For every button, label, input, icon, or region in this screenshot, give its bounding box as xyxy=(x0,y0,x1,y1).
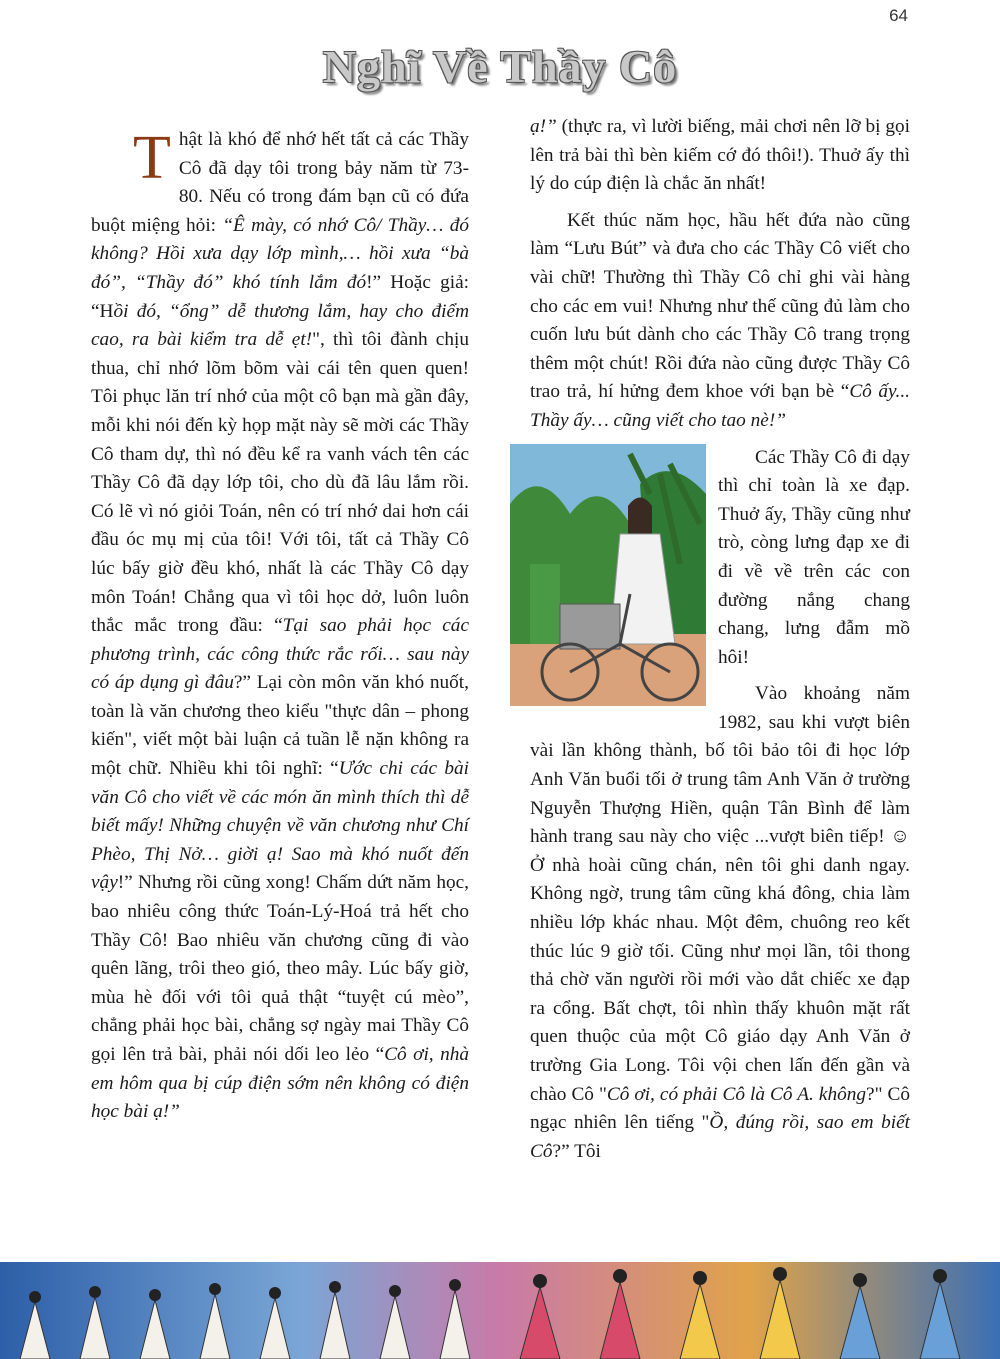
text-run: Kết thúc năm học, hầu hết đứa nào cũng làm “Lưu Bút” và đưa cho các Thầy Cô viết cho vài chữ! Thường thì Thầy Cô chỉ ghi vài hàng cho các em vui! Nhưng như thế cũng đủ làm cho cuốn lưu bút dành cho các Thầy Cô trang trọng thêm một chút! Rồi đứa nào cũng được Thầy Cô trao trả, hí hửng đem khoe với bạn bè “ xyxy=(530,209,910,403)
text-run: (thực ra, vì lười biếng, mải chơi nên lỡ bị gọi lên trả bài thì bèn kiếm cớ đó thôi!). Thuở ấy thì lý do cúp điện là chắc ăn nhất! xyxy=(530,116,910,195)
text-run: ", thì tôi đành chịu thua, chỉ nhớ lõm bõm vài cái tên quen quen! Tôi phục lăn trí nhớ của một cô bạn mà gần đây, mỗi khi nói đến kỳ họp mặt này sẽ mời các Thầy Cô tham dự, thì nó đều kể ra vanh vách tên các Thầy Cô đã dạy lớp tôi, cho dù đã lâu lắm rồi. Có lẽ vì nó giỏi Toán, nên có trí nhớ dai hơn cái đầu óc mụ mị của tôi! Với tôi, tất cả Thầy Cô lúc bấy giờ đều khó, nhất là các Thầy Cô dạy môn Toán! Chẳng qua vì tôi học dở, luôn luôn thắc mắc trong đầu: “ xyxy=(91,329,470,637)
text-run: ?” Lại còn môn văn khó nuốt, toàn là văn chương theo kiểu "thực dân – phong kiến", viết một bài luận cả tuần lễ nặn không ra một chữ. Nhiều khi tôi nghĩ: “ xyxy=(91,672,469,780)
paragraph-3: Các Thầy Cô đi dạy thì chỉ toàn là xe đạp. Thuở ấy, Thầy cũng như trò, còng lưng đạp xe đi đi về về trên các con đường nắng chang chang, lưng đẫm mồ hôi! xyxy=(718,446,910,668)
quote-italic: Tại sao phải học các phương trình, các công thức rắc rối… sau này có áp dụng gì đâu xyxy=(91,615,469,694)
paragraph-4 xyxy=(530,680,910,1166)
quote-italic: Ồ, đúng rồi, sao em biết Cô xyxy=(530,1112,910,1162)
text-run: ?" Cô ngạc nhiên lên tiếng " xyxy=(530,1083,910,1134)
quote-italic: “Ê mày, có nhớ Cô/ Thầy… đó không? Hồi xưa dạy lớp mình,… hồi xưa “bà đó”, “Thầy đó” khó tính lắm đó xyxy=(91,214,469,293)
quote-italic: Ước chi các bài văn Cô cho viết về các món ăn mình thích thì dễ biết mấy! Những chuyện về văn chương như Chí Phèo, Thị Nở… giời ạ! Sao mà khó nuốt đến vậy xyxy=(91,758,469,894)
paragraph-1 xyxy=(91,126,469,1127)
article-column-right xyxy=(530,113,910,1166)
footer-banner xyxy=(0,1262,1000,1359)
text-run: !” Hoặc giả: “H xyxy=(91,271,469,322)
quote-italic: Cô ấy... Thầy ấy… cũng viết cho tao nè!” xyxy=(530,381,911,431)
text-run: !” Nhưng rồi cũng xong! Chấm dứt năm học, bao nhiêu công thức Toán-Lý-Hoá trả hết cho Thầy Cô! Bao nhiêu văn chương cũng đi vào quên lãng, trôi theo gió, theo mây. Lúc bấy giờ, mùa hè đối với tôi quả thật “tuyệt cú mèo”, chẳng phải học bài, chẳng sợ ngày mai Thầy Cô gọi lên trả bài, phải nói dối leo lẻo “ xyxy=(91,872,469,1065)
page-title: Nghĩ Về Thầy Cô xyxy=(322,41,678,92)
text-run: ?” Tôi xyxy=(552,1140,601,1162)
drop-cap: T xyxy=(133,124,171,192)
quote-italic: Cô ơi, nhà em hôm qua bị cúp điện sớm nên không có điện học bài ạ!” xyxy=(91,1044,469,1123)
bicycle-illustration xyxy=(510,444,706,706)
article-column-left xyxy=(91,126,469,1127)
paragraph-1-continued: ạ!” (thực ra, vì lười biếng, mải chơi nên lỡ bị gọi lên trả bài thì bèn kiếm cớ đó thôi!). Thuở ấy thì lý do cúp điện là chắc ăn nhất! xyxy=(530,116,910,195)
text-run: Vào khoảng năm 1982, sau khi vượt biên vài lần không thành, bố tôi bảo tôi đi học lớp Anh Văn buổi tối ở trung tâm Anh Văn ở trường Nguyễn Thượng Hiền, quận Tân Bình để làm hành trang sau này cho việc ...vượt biên tiếp! ☺ Ở nhà hoài cũng chán, nên tôi ghi danh ngay. Không ngờ, trung tâm cũng khá đông, chia làm nhiều lớp khác nhau. Một đêm, chuông reo kết thúc lúc 9 giờ tối. Cũng như mọi lần, tôi thong thả chờ văn người rồi mới vào dắt chiếc xe đạp ra cổng. Bất chợt, tôi nhìn thấy khuôn mặt rất quen thuộc của một Cô giáo dạy Anh Văn ở trường Gia Long. Tôi vội chen lấn đến gần và chào Cô " xyxy=(530,683,910,1105)
page-number: 64 xyxy=(889,6,908,25)
text-run: hật là khó để nhớ hết tất cả các Thầy Cô đã dạy tôi trong bảy năm từ 73-80. Nếu có trong đám bạn cũ có đứa buột miệng hỏi: xyxy=(91,129,469,236)
paragraph-2 xyxy=(530,207,910,436)
quote-italic: ồi đó, “ổng” dễ thương lắm, hay cho điểm cao, ra bài kiểm tra dễ ẹt! xyxy=(91,300,469,351)
quote-italic: Cô ơi, có phải Cô là Cô A. không xyxy=(606,1083,867,1105)
